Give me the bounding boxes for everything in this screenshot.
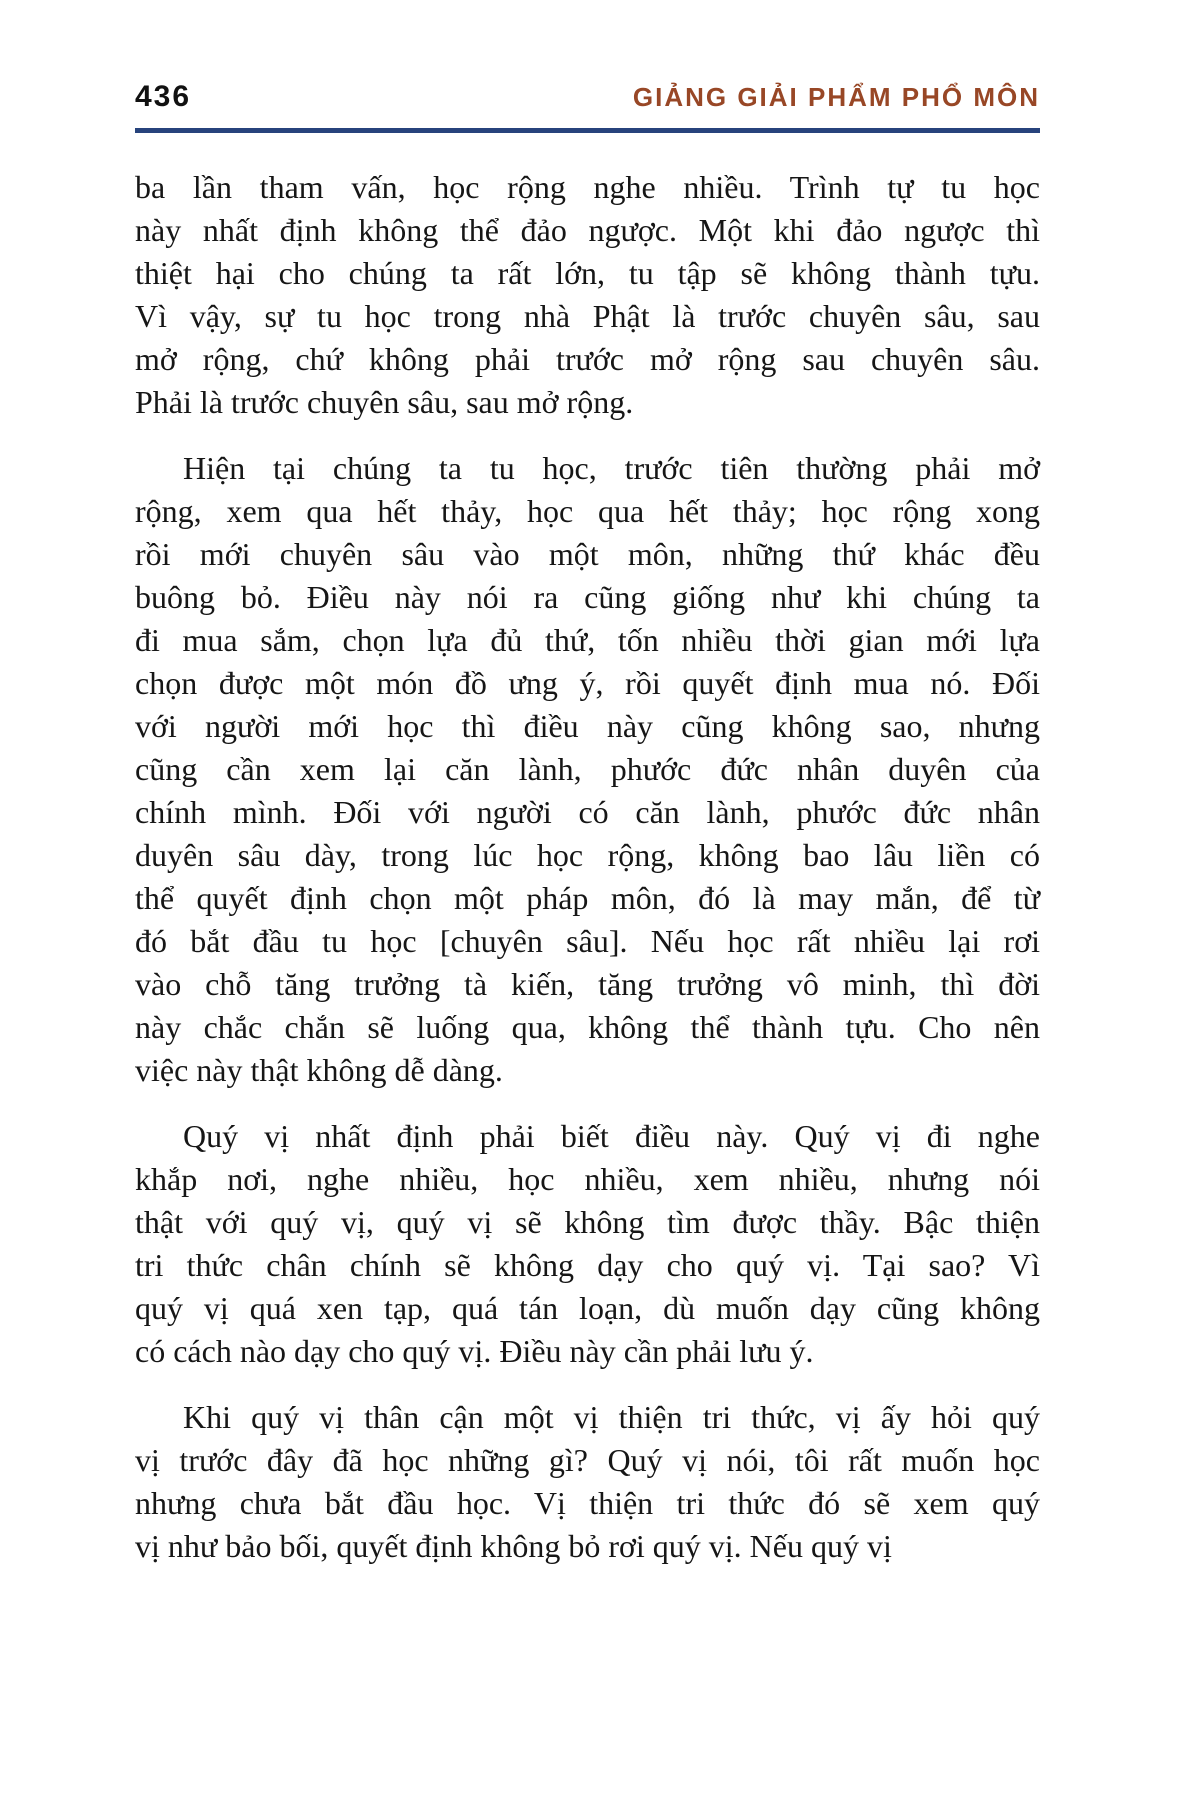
text-line: đó bắt đầu tu học [chuyên sâu]. Nếu học rất nhiều lại rơi <box>135 923 1040 959</box>
paragraph <box>135 166 1040 424</box>
text-line: buông bỏ. Điều này nói ra cũng giống như khi chúng ta <box>135 579 1040 615</box>
paragraph <box>135 447 1040 1092</box>
paragraph <box>135 1396 1040 1568</box>
text-line: này nhất định không thể đảo ngược. Một khi đảo ngược thì <box>135 212 1040 248</box>
page-number: 436 <box>135 80 192 113</box>
text-line: Quý vị nhất định phải biết điều này. Quý vị đi nghe <box>183 1118 1040 1154</box>
running-head-title: GIẢNG GIẢI PHẨM PHỔ MÔN <box>632 82 1040 112</box>
text-line: Vì vậy, sự tu học trong nhà Phật là trước chuyên sâu, sau <box>135 298 1040 334</box>
text-line: duyên sâu dày, trong lúc học rộng, không bao lâu liền có <box>135 837 1040 873</box>
text-line: đi mua sắm, chọn lựa đủ thứ, tốn nhiều thời gian mới lựa <box>135 622 1040 658</box>
text-line: Khi quý vị thân cận một vị thiện tri thức, vị ấy hỏi quý <box>183 1399 1040 1435</box>
text-line: khắp nơi, nghe nhiều, học nhiều, xem nhiều, nhưng nói <box>135 1161 1040 1197</box>
text-line: thiệt hại cho chúng ta rất lớn, tu tập sẽ không thành tựu. <box>135 255 1040 291</box>
text-line: có cách nào dạy cho quý vị. Điều này cần phải lưu ý. <box>135 1333 814 1369</box>
running-head <box>135 80 1040 114</box>
text-line: vào chỗ tăng trưởng tà kiến, tăng trưởng vô minh, thì đời <box>135 966 1040 1002</box>
paragraph <box>135 1115 1040 1373</box>
header-rule <box>135 128 1040 133</box>
text-line: này chắc chắn sẽ luống qua, không thể thành tựu. Cho nên <box>135 1009 1040 1045</box>
text-line: quý vị quá xen tạp, quá tán loạn, dù muốn dạy cũng không <box>135 1290 1040 1326</box>
text-line: tri thức chân chính sẽ không dạy cho quý vị. Tại sao? Vì <box>135 1247 1040 1283</box>
text-line: vị như bảo bối, quyết định không bỏ rơi quý vị. Nếu quý vị <box>135 1528 892 1564</box>
text-line: vị trước đây đã học những gì? Quý vị nói, tôi rất muốn học <box>135 1442 1040 1478</box>
text-line: mở rộng, chứ không phải trước mở rộng sau chuyên sâu. <box>135 341 1040 377</box>
text-line: việc này thật không dễ dàng. <box>135 1052 503 1088</box>
text-line: nhưng chưa bắt đầu học. Vị thiện tri thức đó sẽ xem quý <box>135 1485 1040 1521</box>
text-line: Phải là trước chuyên sâu, sau mở rộng. <box>135 384 634 420</box>
text-column <box>135 80 1040 1568</box>
text-line: với người mới học thì điều này cũng không sao, nhưng <box>135 708 1040 744</box>
text-line: rồi mới chuyên sâu vào một môn, những thứ khác đều <box>135 536 1040 572</box>
text-line: Hiện tại chúng ta tu học, trước tiên thường phải mở <box>183 450 1040 486</box>
body-text <box>135 166 1040 1568</box>
text-line: ba lần tham vấn, học rộng nghe nhiều. Trình tự tu học <box>135 169 1040 205</box>
text-line: rộng, xem qua hết thảy, học qua hết thảy; học rộng xong <box>135 493 1040 529</box>
text-line: chọn được một món đồ ưng ý, rồi quyết định mua nó. Đối <box>135 665 1040 701</box>
text-line: chính mình. Đối với người có căn lành, phước đức nhân <box>135 794 1040 830</box>
text-line: thể quyết định chọn một pháp môn, đó là may mắn, để từ <box>135 880 1040 916</box>
text-line: thật với quý vị, quý vị sẽ không tìm được thầy. Bậc thiện <box>135 1204 1040 1240</box>
text-line: cũng cần xem lại căn lành, phước đức nhân duyên của <box>135 751 1040 787</box>
